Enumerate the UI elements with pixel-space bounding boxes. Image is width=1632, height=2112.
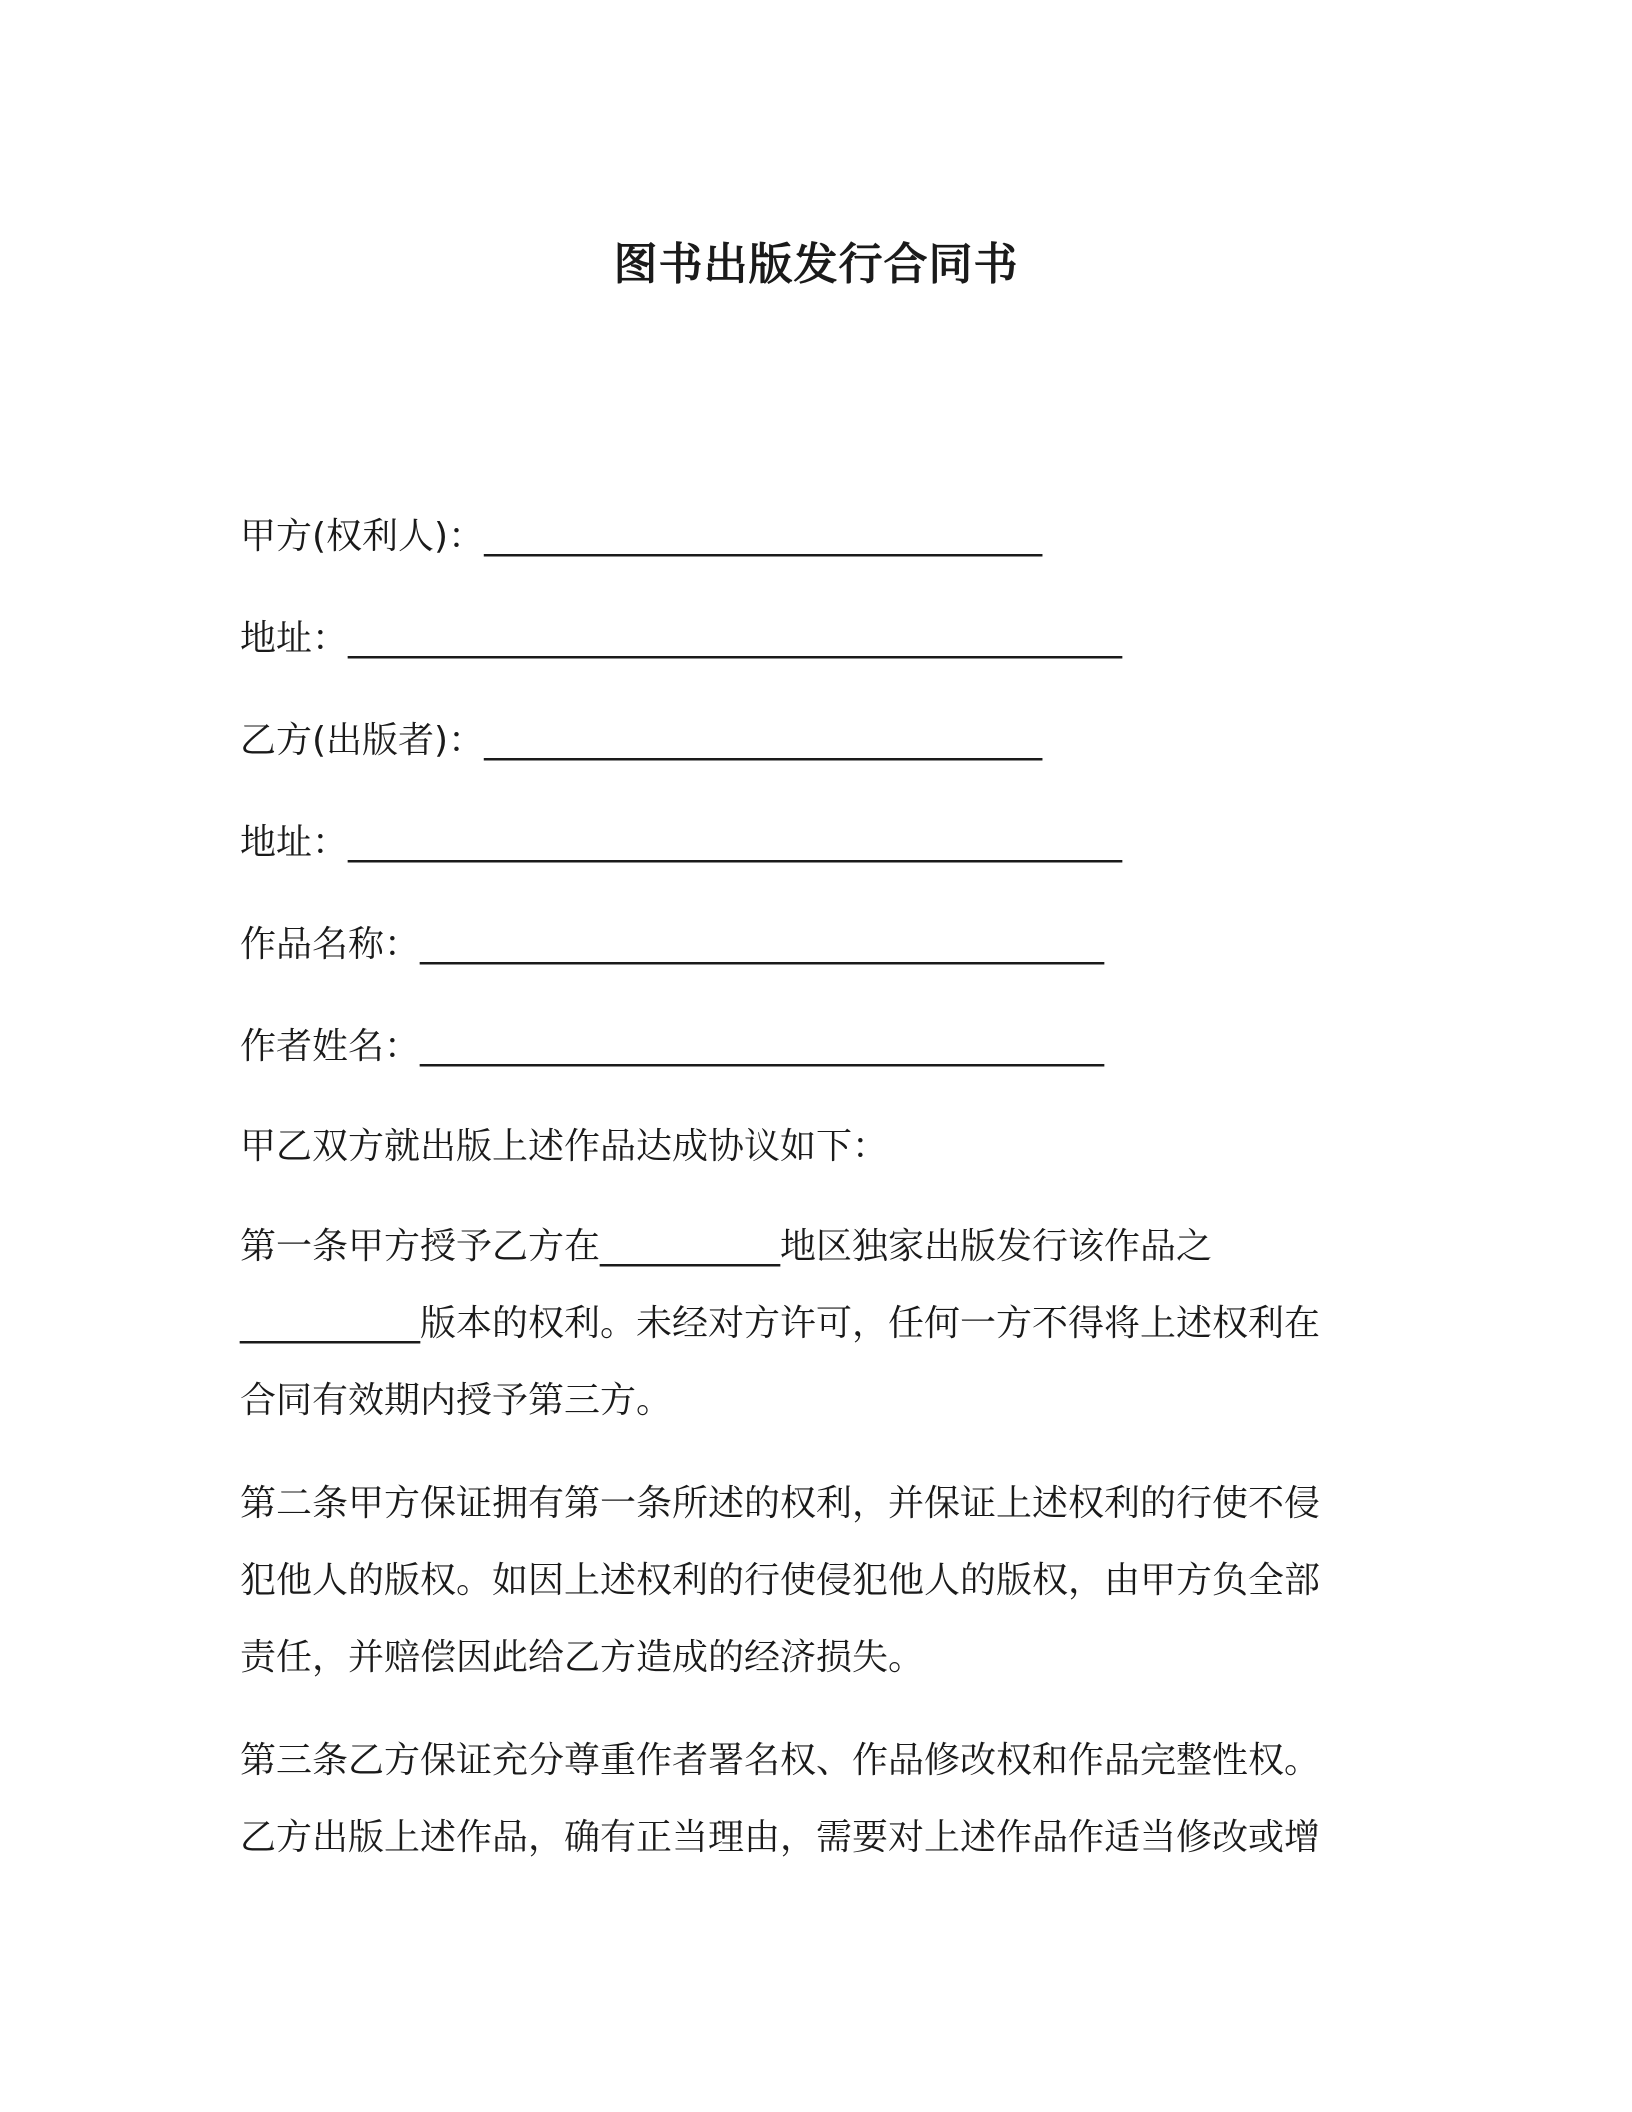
document-title: 图书出版发行合同书 [613,239,1019,290]
author-name-field: 作者姓名：______________________________________ [240,1026,1105,1067]
article-2-line-1: 第二条甲方保证拥有第一条所述的权利，并保证上述权利的行使不侵 [240,1483,1321,1524]
article-2-line-3: 责任，并赔偿因此给乙方造成的经济损失。 [240,1637,925,1678]
party-a-address-field: 地址：___________________________________________ [240,618,1123,659]
article-3-line-1: 第三条乙方保证充分尊重作者署名权、作品修改权和作品完整性权。 [240,1740,1321,1781]
intro-text: 甲乙双方就出版上述作品达成协议如下： [240,1126,889,1167]
party-b-address-field: 地址：___________________________________________ [240,822,1123,863]
article-1-line-3: 合同有效期内授予第三方。 [240,1380,673,1421]
article-1-line-2: __________版本的权利。未经对方许可，任何一方不得将上述权利在 [240,1303,1321,1344]
article-1-line-1: 第一条甲方授予乙方在__________地区独家出版发行该作品之 [240,1226,1213,1267]
article-3-line-2: 乙方出版上述作品，确有正当理由，需要对上述作品作适当修改或增 [240,1817,1321,1858]
work-title-field: 作品名称：______________________________________ [240,924,1105,965]
article-2-line-2: 犯他人的版权。如因上述权利的行使侵犯他人的版权，由甲方负全部 [240,1560,1321,1601]
party-a-field: 甲方(权利人)：_______________________________ [240,516,1043,557]
party-b-field: 乙方(出版者)：_______________________________ [240,720,1043,761]
